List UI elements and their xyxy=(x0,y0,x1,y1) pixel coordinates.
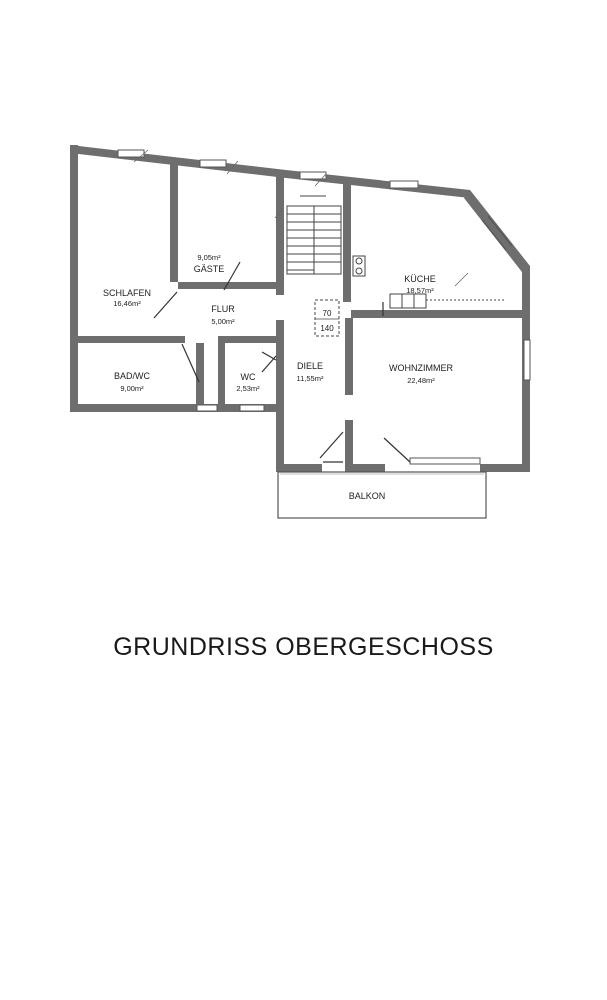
window-ticks xyxy=(134,150,468,286)
opening-box xyxy=(315,300,339,336)
room-flur-name: FLUR xyxy=(211,304,235,314)
room-bad-name: BAD/WC xyxy=(114,371,150,381)
room-flur-area: 5,00m² xyxy=(211,317,235,326)
room-diele-name: DIELE xyxy=(296,361,324,371)
room-kueche-area: 18,57m² xyxy=(406,286,434,295)
room-gaeste-area: 9,05m² xyxy=(197,253,221,262)
room-diele-area: 11,55m² xyxy=(296,374,324,383)
room-schlafen-name: SCHLAFEN xyxy=(102,288,152,298)
room-kueche-name: KÜCHE xyxy=(404,274,436,284)
plan-title: GRUNDRISS OBERGESCHOSS xyxy=(113,633,494,661)
staircase xyxy=(287,196,341,274)
stove xyxy=(353,256,365,276)
kitchen-counter xyxy=(390,294,505,308)
room-wohnzimmer-area: 22,48m² xyxy=(407,376,435,385)
balcony xyxy=(278,472,486,518)
opening-width: 70 xyxy=(322,309,332,318)
room-gaeste-name: GÄSTE xyxy=(193,264,225,274)
room-wc-name: WC xyxy=(240,372,256,382)
room-wohnzimmer-name: WOHNZIMMER xyxy=(389,363,453,373)
room-bad-area: 9,00m² xyxy=(120,384,144,393)
opening-height: 140 xyxy=(320,324,334,333)
room-schlafen-area: 16,46m² xyxy=(113,299,141,308)
room-wc-area: 2,53m² xyxy=(236,384,260,393)
walls xyxy=(70,145,530,472)
balcony-label: BALKON xyxy=(348,491,386,501)
